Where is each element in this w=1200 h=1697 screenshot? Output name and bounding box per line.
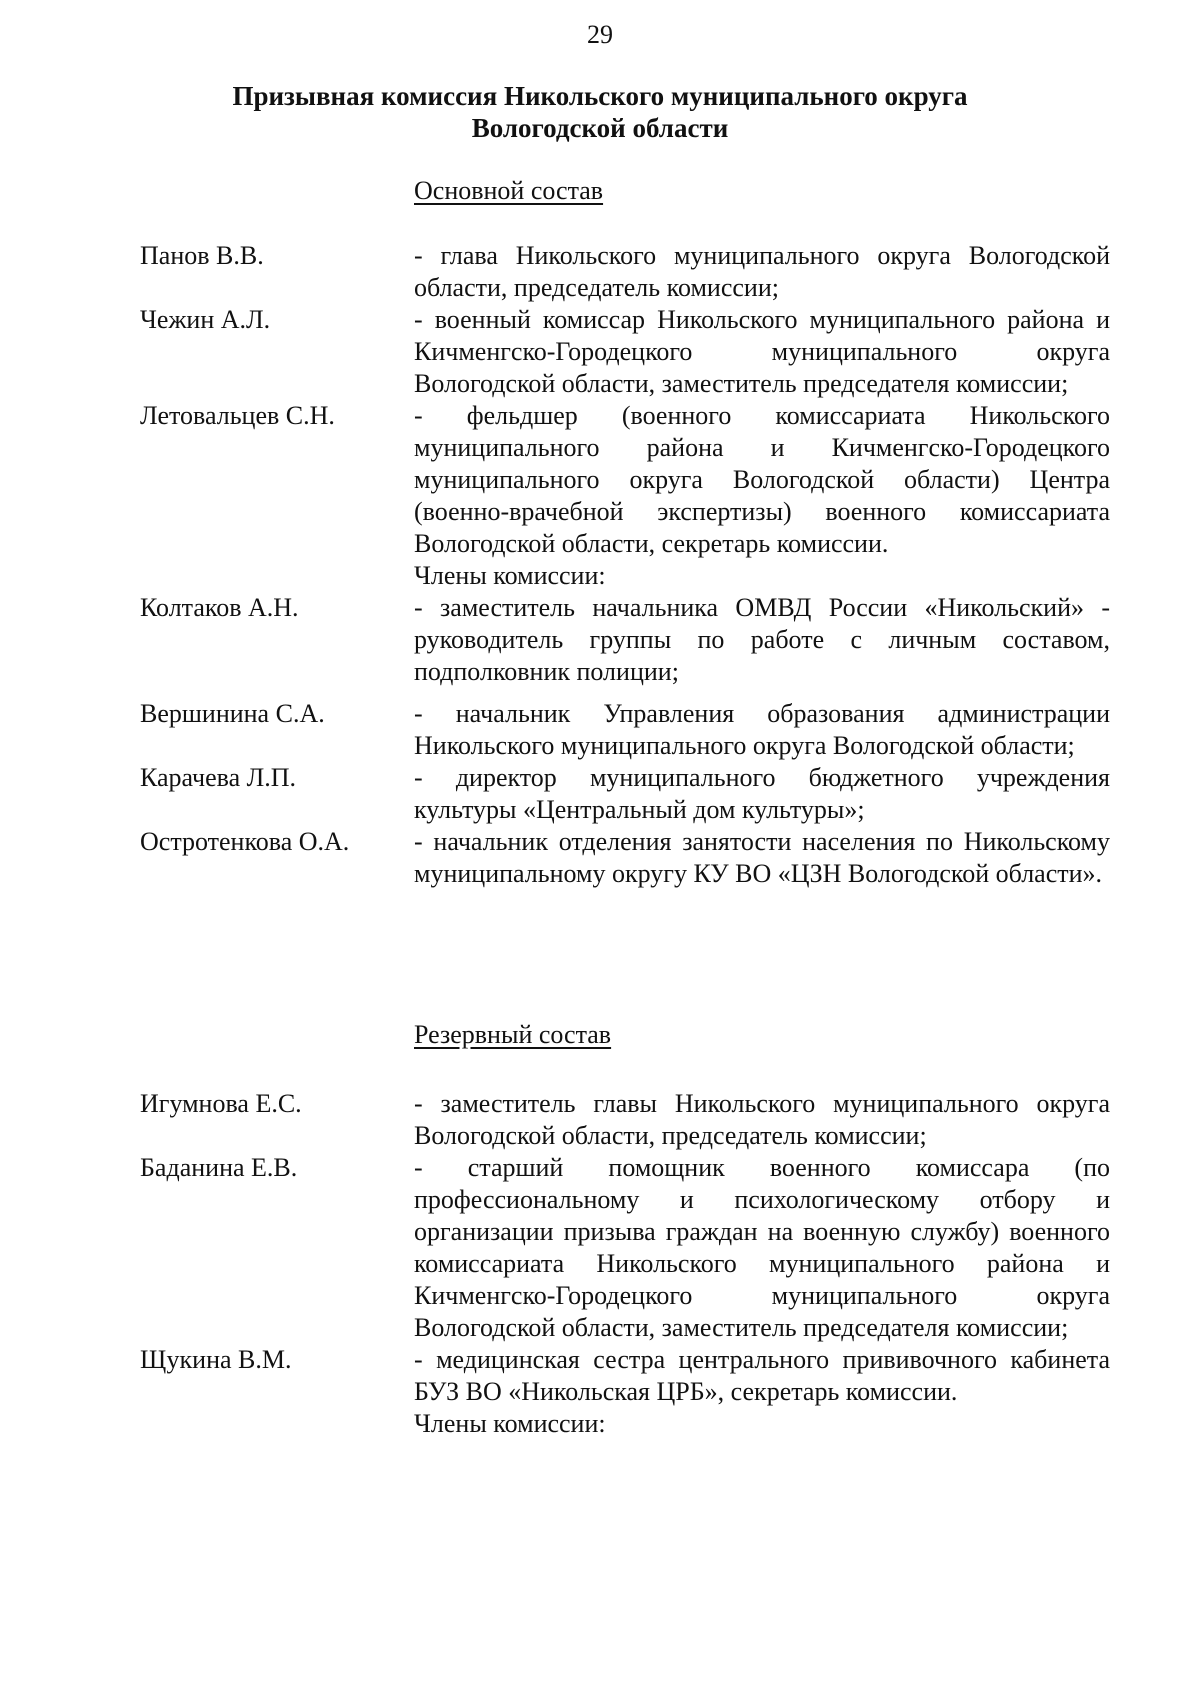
member-name: Летовальцев С.Н.: [140, 401, 335, 430]
member-name: Баданина Е.В.: [140, 1153, 298, 1182]
member-name: Панов В.В.: [140, 241, 264, 270]
members-label: Члены комиссии:: [414, 1409, 606, 1438]
member-role: - начальник Управления образования администрации Никольского муниципального округа Вологодской области;: [414, 699, 1110, 760]
member-role: - глава Никольского муниципального округа Вологодской области, председатель комиссии;: [414, 241, 1110, 302]
member-name: Щукина В.М.: [140, 1345, 292, 1374]
member-role: - начальник отделения занятости населения по Никольскому муниципальному округу КУ ВО «ЦЗН Вологодской области».: [414, 827, 1110, 888]
member-role: - заместитель главы Никольского муниципального округа Вологодской области, председатель комиссии;: [414, 1089, 1110, 1150]
member-name: Вершинина С.А.: [140, 699, 325, 728]
member-name: Колтаков А.Н.: [140, 593, 299, 622]
member-role: - медицинская сестра центрального прививочного кабинета БУЗ ВО «Никольская ЦРБ», секретарь комиссии.: [414, 1345, 1110, 1406]
title-line-1: Призывная комиссия Никольского муниципального округа: [232, 81, 968, 111]
reserve-composition-list: [140, 1088, 1110, 1440]
main-composition-list: [140, 240, 1110, 890]
member-name: Остротенкова О.А.: [140, 827, 350, 856]
member-role: - военный комиссар Никольского муниципального района и Кичменгско-Городецкого муниципального округа Вологодской области, заместитель председателя комиссии;: [414, 305, 1110, 398]
member-row: [140, 698, 1110, 762]
page-number: 29: [587, 20, 613, 49]
member-role: - директор муниципального бюджетного учреждения культуры «Центральный дом культуры»;: [414, 763, 1110, 824]
member-role: - фельдшер (военного комиссариата Никольского муниципального района и Кичменгско-Городецкого муниципального округа Вологодской области) Центра (военно-врачебной экспертизы) военного комиссариата Вологодской области, секретарь комиссии.: [414, 401, 1110, 558]
member-row: [140, 762, 1110, 826]
member-row: [140, 1344, 1110, 1408]
member-row: [140, 304, 1110, 400]
member-name: Игумнова Е.С.: [140, 1089, 302, 1118]
main-composition-heading: Основной состав: [414, 176, 604, 205]
members-label: Члены комиссии:: [414, 561, 606, 590]
reserve-composition-heading: Резервный состав: [414, 1020, 612, 1049]
member-name: Чежин А.Л.: [140, 305, 271, 334]
member-row: [140, 400, 1110, 560]
member-row: [140, 592, 1110, 688]
member-role: - заместитель начальника ОМВД России «Никольский» - руководитель группы по работе с личным составом, подполковник полиции;: [414, 593, 1110, 686]
member-name: Карачева Л.П.: [140, 763, 297, 792]
member-row: [140, 826, 1110, 890]
member-role: - старший помощник военного комиссара (по профессиональному и психологическому отбору и организации призыва граждан на военную службу) военного комиссариата Никольского муниципального района и Кичменгско-Городецкого муниципального округа Вологодской области, заместитель председателя комиссии;: [414, 1153, 1110, 1342]
member-row: [140, 1088, 1110, 1152]
document-title: [0, 80, 1200, 144]
member-row: [140, 1152, 1110, 1344]
title-line-2: Вологодской области: [471, 113, 729, 143]
member-row: [140, 240, 1110, 304]
